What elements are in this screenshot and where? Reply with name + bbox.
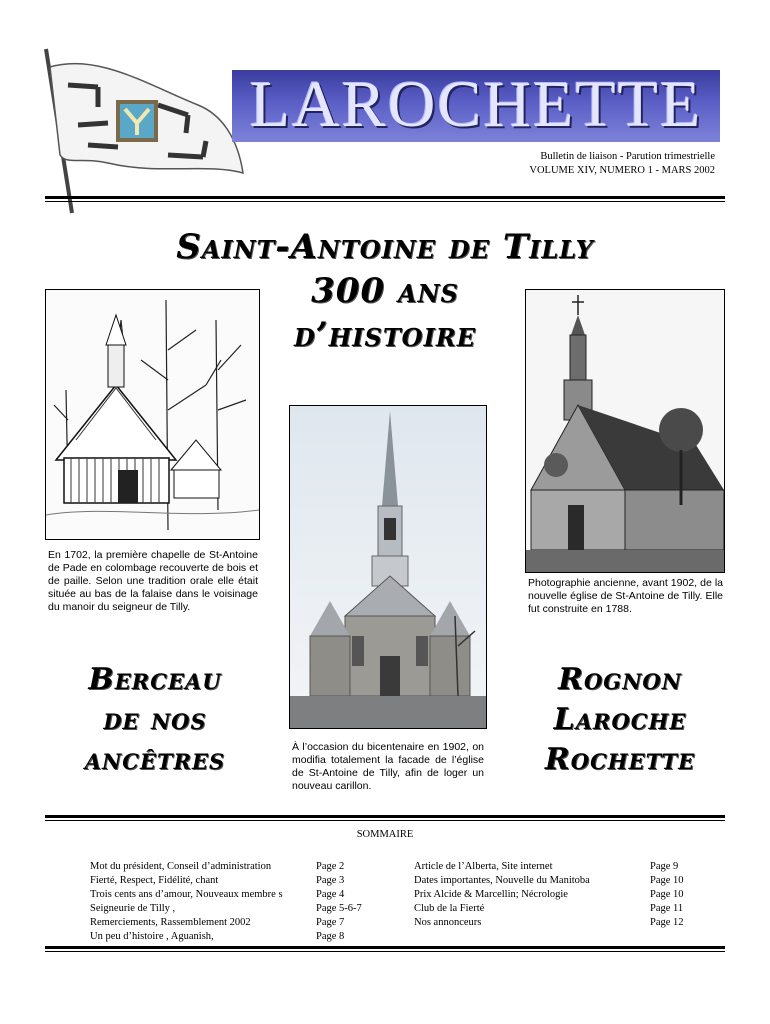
- slogan-left-line-1: Berceau: [88, 662, 222, 697]
- headline-line-3: d’histoire: [293, 315, 477, 355]
- slogan-right-line-1: Rognon: [558, 662, 682, 697]
- divider-sommaire: [45, 815, 725, 821]
- bulletin-info: [470, 150, 715, 178]
- toc-entry[interactable]: Dates importantes, Nouvelle du Manitoba Page 10: [414, 875, 684, 886]
- divider-top: [45, 196, 725, 202]
- toc-right-column: [414, 860, 714, 930]
- sommaire-title: SOMMAIRE: [356, 829, 414, 840]
- masthead-banner: [232, 70, 720, 142]
- masthead-title: LAROCHETTE: [249, 70, 703, 141]
- caption-old-church: Photographie ancienne, avant 1902, de la nouvelle église de St-Antoine de Tilly. Elle fut construite en 1788.: [528, 577, 723, 615]
- toc-entry[interactable]: Trois cents ans d’amour, Nouveaux membre s Page 4: [90, 889, 345, 900]
- caption-first-chapel: En 1702, la première chapelle de St-Antoine de Pade en colombage recouverte de bois et de paille. Selon une tradition orale elle était située au bas de la falaise dans le voisinage du manoir du seigneur de Tilly.: [48, 549, 258, 613]
- caption-bicentenary: À l’occasion du bicentenaire en 1902, on modifia totalement la facade de l’église de St-Antoine de Tilly, afin de loger un nouveau carillon.: [292, 741, 484, 792]
- toc-entry[interactable]: Article de l’Alberta, Site internet Page 9: [414, 861, 679, 872]
- slogan-left: [60, 660, 250, 780]
- divider-bottom: [45, 946, 725, 952]
- old-church-photo: [525, 289, 725, 573]
- headline-line-2: 300 ans: [311, 271, 459, 311]
- slogan-right-line-3: Rochette: [544, 742, 696, 777]
- slogan-left-line-3: ancêtres: [84, 742, 226, 777]
- flag-logo: [38, 45, 248, 215]
- toc-entry[interactable]: Club de la Fierté Page 11: [414, 903, 684, 914]
- toc-entry[interactable]: Fierté, Respect, Fidélité, chant Page 3: [90, 875, 345, 886]
- toc-entry[interactable]: Mot du président, Conseil d’administration Page 2: [90, 861, 345, 872]
- toc-entry[interactable]: Seigneurie de Tilly , Page 5-6-7: [90, 903, 362, 914]
- slogan-right: [520, 660, 720, 780]
- slogan-left-line-2: de nos: [103, 702, 207, 737]
- toc-entry[interactable]: Nos annonceurs Page 12: [414, 917, 684, 928]
- toc-entry[interactable]: Remerciements, Rassemblement 2002 Page 7: [90, 917, 345, 928]
- toc-entry[interactable]: Un peu d’histoire , Aguanish, Page 8: [90, 931, 345, 942]
- church-facade-photo: [289, 405, 487, 729]
- toc-left-column: [90, 860, 390, 944]
- headline-line-1: Saint-Antoine de Tilly: [176, 227, 594, 267]
- chapel-sketch-image: [45, 289, 260, 540]
- slogan-right-line-2: Laroche: [553, 702, 687, 737]
- bulletin-subtitle: Bulletin de liaison - Parution trimestrielle: [540, 151, 715, 162]
- bulletin-issue: VOLUME XIV, NUMERO 1 - MARS 2002: [529, 165, 715, 176]
- toc-entry[interactable]: Prix Alcide & Marcellin; Nécrologie Page 10: [414, 889, 684, 900]
